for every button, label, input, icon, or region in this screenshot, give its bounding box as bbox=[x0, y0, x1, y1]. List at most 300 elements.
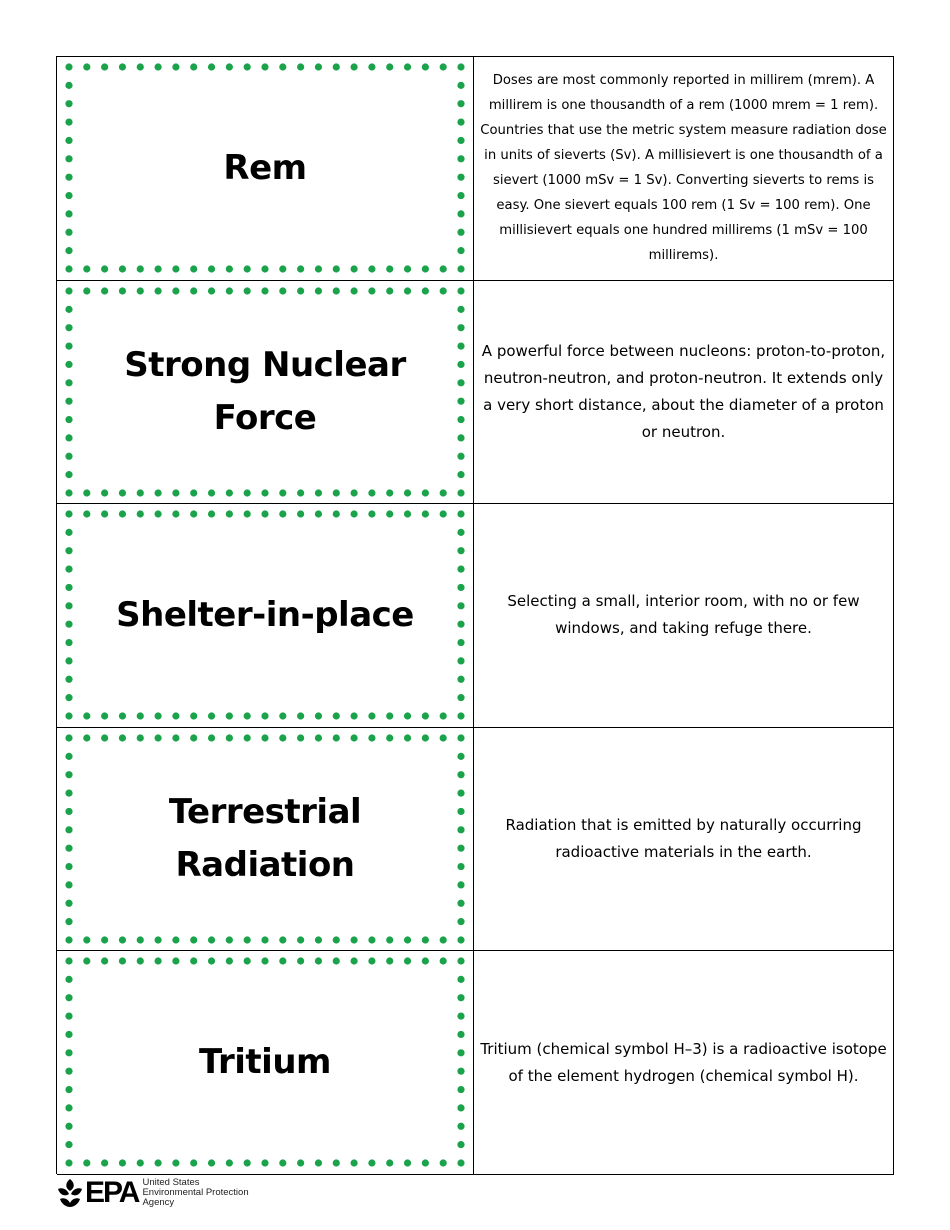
border-dot bbox=[226, 713, 233, 720]
border-dot bbox=[297, 63, 304, 70]
border-dot bbox=[350, 63, 357, 70]
border-dot bbox=[190, 958, 197, 965]
border-dot bbox=[350, 936, 357, 943]
term-title: Rem bbox=[223, 147, 307, 188]
border-dot bbox=[457, 826, 464, 833]
border-dot bbox=[350, 734, 357, 741]
border-dot bbox=[65, 995, 72, 1002]
border-dot bbox=[368, 734, 375, 741]
definition-text: Selecting a small, interior room, with no or few windows, and taking refuge there. bbox=[507, 592, 860, 638]
border-dot bbox=[404, 511, 411, 518]
border-dot bbox=[457, 881, 464, 888]
border-dot bbox=[83, 511, 90, 518]
border-dot bbox=[65, 826, 72, 833]
border-dot bbox=[65, 471, 72, 478]
border-dot bbox=[261, 1160, 268, 1167]
border-dot bbox=[440, 63, 447, 70]
border-dot bbox=[368, 936, 375, 943]
border-dot bbox=[154, 63, 161, 70]
border-dot bbox=[315, 511, 322, 518]
border-dot bbox=[368, 713, 375, 720]
border-dot bbox=[457, 379, 464, 386]
border-dot bbox=[457, 958, 464, 965]
border-dot bbox=[404, 958, 411, 965]
border-dot bbox=[386, 1160, 393, 1167]
border-dot bbox=[65, 1013, 72, 1020]
border-dot bbox=[386, 734, 393, 741]
border-dot bbox=[457, 452, 464, 459]
border-dot bbox=[172, 1160, 179, 1167]
border-dot bbox=[65, 1105, 72, 1112]
border-dot bbox=[119, 734, 126, 741]
border-dot bbox=[457, 360, 464, 367]
border-dot bbox=[440, 287, 447, 294]
border-dot bbox=[65, 808, 72, 815]
border-dot bbox=[137, 63, 144, 70]
border-dot bbox=[457, 118, 464, 125]
border-dot bbox=[101, 936, 108, 943]
border-dot bbox=[119, 713, 126, 720]
border-dot bbox=[172, 936, 179, 943]
border-dot bbox=[404, 734, 411, 741]
border-dot bbox=[457, 397, 464, 404]
border-dot bbox=[297, 958, 304, 965]
term-cell bbox=[57, 504, 474, 727]
border-dot bbox=[457, 789, 464, 796]
border-dot bbox=[101, 1160, 108, 1167]
border-dot bbox=[368, 63, 375, 70]
border-dot bbox=[368, 265, 375, 272]
border-dot bbox=[279, 489, 286, 496]
border-dot bbox=[404, 1160, 411, 1167]
border-dot bbox=[457, 734, 464, 741]
flashcard-sheet bbox=[56, 56, 894, 1174]
flashcard-row bbox=[57, 728, 894, 952]
border-dot bbox=[208, 63, 215, 70]
border-dot bbox=[65, 137, 72, 144]
border-dot bbox=[226, 958, 233, 965]
epa-wordmark: EPA bbox=[85, 1176, 139, 1209]
border-dot bbox=[333, 511, 340, 518]
border-dot bbox=[65, 976, 72, 983]
border-dot bbox=[65, 771, 72, 778]
border-dot bbox=[404, 287, 411, 294]
border-dot bbox=[297, 265, 304, 272]
border-dot bbox=[119, 511, 126, 518]
border-dot bbox=[457, 529, 464, 536]
border-dot bbox=[404, 265, 411, 272]
border-dot bbox=[422, 511, 429, 518]
border-dot bbox=[457, 1123, 464, 1130]
border-dot bbox=[457, 324, 464, 331]
border-dot bbox=[226, 489, 233, 496]
border-dot bbox=[315, 1160, 322, 1167]
border-dot bbox=[83, 63, 90, 70]
border-dot bbox=[65, 844, 72, 851]
border-dot bbox=[422, 936, 429, 943]
border-dot bbox=[350, 265, 357, 272]
border-dot bbox=[404, 713, 411, 720]
border-dot bbox=[333, 734, 340, 741]
border-dot bbox=[368, 1160, 375, 1167]
border-dot bbox=[208, 489, 215, 496]
border-dot bbox=[65, 489, 72, 496]
border-dot bbox=[154, 287, 161, 294]
border-dot bbox=[65, 265, 72, 272]
border-dot bbox=[119, 1160, 126, 1167]
border-dot bbox=[190, 287, 197, 294]
border-dot bbox=[457, 995, 464, 1002]
border-dot bbox=[457, 511, 464, 518]
border-dot bbox=[279, 713, 286, 720]
border-dot bbox=[315, 958, 322, 965]
border-dot bbox=[261, 63, 268, 70]
border-dot bbox=[137, 1160, 144, 1167]
border-dot bbox=[333, 287, 340, 294]
border-dot bbox=[65, 789, 72, 796]
border-dot bbox=[457, 192, 464, 199]
border-dot bbox=[83, 489, 90, 496]
border-dot bbox=[65, 305, 72, 312]
border-dot bbox=[65, 82, 72, 89]
border-dot bbox=[457, 489, 464, 496]
border-dot bbox=[261, 958, 268, 965]
border-dot bbox=[457, 229, 464, 236]
border-dot bbox=[297, 713, 304, 720]
flashcard-row bbox=[57, 951, 894, 1175]
border-dot bbox=[457, 584, 464, 591]
border-dot bbox=[65, 584, 72, 591]
border-dot bbox=[172, 713, 179, 720]
border-dot bbox=[279, 63, 286, 70]
border-dot bbox=[315, 734, 322, 741]
border-dot bbox=[101, 287, 108, 294]
border-dot bbox=[65, 416, 72, 423]
border-dot bbox=[65, 397, 72, 404]
border-dot bbox=[386, 936, 393, 943]
definition-text: A powerful force between nucleons: proton-to-proton, neutron-neutron, and proton-neutron. It extends only a very short distance, about the diameter of a proton or neutron. bbox=[481, 341, 886, 441]
border-dot bbox=[297, 1160, 304, 1167]
border-dot bbox=[457, 976, 464, 983]
border-dot bbox=[279, 1160, 286, 1167]
border-dot bbox=[279, 734, 286, 741]
border-dot bbox=[119, 63, 126, 70]
border-dot bbox=[137, 958, 144, 965]
border-dot bbox=[208, 287, 215, 294]
border-dot bbox=[137, 734, 144, 741]
border-dot bbox=[333, 265, 340, 272]
border-dot bbox=[279, 936, 286, 943]
border-dot bbox=[350, 511, 357, 518]
border-dot bbox=[350, 489, 357, 496]
border-dot bbox=[261, 287, 268, 294]
border-dot bbox=[333, 936, 340, 943]
border-dot bbox=[65, 210, 72, 217]
border-dot bbox=[65, 247, 72, 254]
border-dot bbox=[190, 734, 197, 741]
border-dot bbox=[261, 713, 268, 720]
border-dot bbox=[119, 287, 126, 294]
border-dot bbox=[440, 713, 447, 720]
border-dot bbox=[457, 753, 464, 760]
border-dot bbox=[101, 734, 108, 741]
border-dot bbox=[101, 63, 108, 70]
border-dot bbox=[190, 1160, 197, 1167]
border-dot bbox=[440, 1160, 447, 1167]
border-dot bbox=[65, 918, 72, 925]
border-dot bbox=[457, 210, 464, 217]
border-dot bbox=[154, 511, 161, 518]
definition-cell bbox=[474, 57, 894, 280]
border-dot bbox=[457, 1068, 464, 1075]
border-dot bbox=[83, 713, 90, 720]
border-dot bbox=[261, 489, 268, 496]
border-dot bbox=[65, 229, 72, 236]
border-dot bbox=[457, 694, 464, 701]
border-dot bbox=[350, 713, 357, 720]
flashcard-row bbox=[57, 281, 894, 505]
border-dot bbox=[440, 489, 447, 496]
border-dot bbox=[65, 639, 72, 646]
border-dot bbox=[172, 265, 179, 272]
border-dot bbox=[172, 958, 179, 965]
border-dot bbox=[457, 416, 464, 423]
border-dot bbox=[297, 511, 304, 518]
border-dot bbox=[386, 511, 393, 518]
border-dot bbox=[65, 1160, 72, 1167]
term-cell bbox=[57, 728, 474, 951]
border-dot bbox=[315, 713, 322, 720]
border-dot bbox=[244, 287, 251, 294]
border-dot bbox=[208, 265, 215, 272]
border-dot bbox=[457, 137, 464, 144]
border-dot bbox=[457, 1160, 464, 1167]
border-dot bbox=[457, 1086, 464, 1093]
border-dot bbox=[65, 547, 72, 554]
border-dot bbox=[422, 63, 429, 70]
border-dot bbox=[297, 287, 304, 294]
border-dot bbox=[368, 958, 375, 965]
border-dot bbox=[386, 489, 393, 496]
border-dot bbox=[457, 713, 464, 720]
border-dot bbox=[244, 1160, 251, 1167]
border-dot bbox=[65, 511, 72, 518]
border-dot bbox=[457, 657, 464, 664]
border-dot bbox=[457, 936, 464, 943]
epa-flower-icon bbox=[56, 1177, 84, 1209]
border-dot bbox=[422, 489, 429, 496]
border-dot bbox=[457, 863, 464, 870]
border-dot bbox=[457, 471, 464, 478]
border-dot bbox=[457, 82, 464, 89]
border-dot bbox=[208, 713, 215, 720]
definition-text: Tritium (chemical symbol H–3) is a radioactive isotope of the element hydrogen (chemical symbol H). bbox=[480, 1039, 887, 1085]
border-dot bbox=[404, 936, 411, 943]
border-dot bbox=[101, 713, 108, 720]
border-dot bbox=[422, 958, 429, 965]
border-dot bbox=[172, 734, 179, 741]
border-dot bbox=[226, 287, 233, 294]
border-dot bbox=[65, 621, 72, 628]
border-dot bbox=[65, 1141, 72, 1148]
border-dot bbox=[65, 1086, 72, 1093]
border-dot bbox=[208, 936, 215, 943]
border-dot bbox=[226, 265, 233, 272]
definition-text: Doses are most commonly reported in millirem (mrem). A millirem is one thousandth of a rem (1000 mrem = 1 rem). Countries that use the metric system measure radiation dose in units of sieverts (Sv). A millisievert is one thousandth of a sievert (1000 mSv = 1 Sv). Converting sieverts to rems is easy. One sievert equals 100 rem (1 Sv = 100 rem). One millisievert equals one hundred millirems (1 mSv = 100 millirems). bbox=[480, 73, 887, 264]
border-dot bbox=[119, 958, 126, 965]
border-dot bbox=[190, 936, 197, 943]
border-dot bbox=[386, 713, 393, 720]
border-dot bbox=[154, 734, 161, 741]
border-dot bbox=[65, 753, 72, 760]
border-dot bbox=[333, 489, 340, 496]
border-dot bbox=[65, 529, 72, 536]
border-dot bbox=[244, 63, 251, 70]
border-dot bbox=[457, 155, 464, 162]
border-dot bbox=[101, 265, 108, 272]
border-dot bbox=[244, 713, 251, 720]
epa-logo bbox=[56, 1176, 249, 1210]
border-dot bbox=[350, 958, 357, 965]
border-dot bbox=[315, 287, 322, 294]
border-dot bbox=[386, 63, 393, 70]
border-dot bbox=[457, 287, 464, 294]
border-dot bbox=[457, 247, 464, 254]
border-dot bbox=[226, 511, 233, 518]
border-dot bbox=[333, 958, 340, 965]
border-dot bbox=[422, 265, 429, 272]
border-dot bbox=[137, 511, 144, 518]
border-dot bbox=[457, 844, 464, 851]
border-dot bbox=[190, 511, 197, 518]
border-dot bbox=[65, 360, 72, 367]
border-dot bbox=[226, 1160, 233, 1167]
border-dot bbox=[244, 734, 251, 741]
agency-name: United States Environmental Protection Agency bbox=[142, 1177, 249, 1208]
border-dot bbox=[208, 734, 215, 741]
border-dot bbox=[244, 489, 251, 496]
border-dot bbox=[83, 958, 90, 965]
border-dot bbox=[65, 958, 72, 965]
border-dot bbox=[457, 621, 464, 628]
border-dot bbox=[350, 287, 357, 294]
border-dot bbox=[279, 287, 286, 294]
border-dot bbox=[386, 958, 393, 965]
border-dot bbox=[244, 511, 251, 518]
border-dot bbox=[244, 958, 251, 965]
border-dot bbox=[315, 489, 322, 496]
border-dot bbox=[457, 265, 464, 272]
definition-cell bbox=[474, 728, 894, 951]
border-dot bbox=[65, 452, 72, 459]
border-dot bbox=[457, 1031, 464, 1038]
border-dot bbox=[422, 734, 429, 741]
border-dot bbox=[261, 936, 268, 943]
border-dot bbox=[172, 489, 179, 496]
border-dot bbox=[154, 265, 161, 272]
border-dot bbox=[457, 174, 464, 181]
border-dot bbox=[457, 1105, 464, 1112]
border-dot bbox=[65, 174, 72, 181]
border-dot bbox=[83, 734, 90, 741]
border-dot bbox=[65, 657, 72, 664]
border-dot bbox=[457, 1050, 464, 1057]
border-dot bbox=[137, 489, 144, 496]
border-dot bbox=[154, 489, 161, 496]
border-dot bbox=[440, 265, 447, 272]
term-title: Shelter-in-place bbox=[116, 595, 414, 636]
border-dot bbox=[137, 265, 144, 272]
border-dot bbox=[83, 1160, 90, 1167]
border-dot bbox=[154, 936, 161, 943]
border-dot bbox=[457, 566, 464, 573]
border-dot bbox=[422, 1160, 429, 1167]
border-dot bbox=[65, 342, 72, 349]
border-dot bbox=[333, 63, 340, 70]
border-dot bbox=[137, 936, 144, 943]
border-dot bbox=[65, 118, 72, 125]
border-dot bbox=[261, 511, 268, 518]
border-dot bbox=[65, 734, 72, 741]
border-dot bbox=[65, 287, 72, 294]
border-dot bbox=[315, 63, 322, 70]
border-dot bbox=[368, 489, 375, 496]
border-dot bbox=[457, 1141, 464, 1148]
border-dot bbox=[315, 936, 322, 943]
border-dot bbox=[172, 511, 179, 518]
border-dot bbox=[83, 265, 90, 272]
border-dot bbox=[65, 324, 72, 331]
border-dot bbox=[457, 100, 464, 107]
border-dot bbox=[172, 63, 179, 70]
border-dot bbox=[65, 1031, 72, 1038]
border-dot bbox=[440, 936, 447, 943]
term-title: Tritium bbox=[199, 1042, 331, 1083]
border-dot bbox=[65, 100, 72, 107]
border-dot bbox=[190, 489, 197, 496]
border-dot bbox=[65, 694, 72, 701]
border-dot bbox=[404, 63, 411, 70]
border-dot bbox=[457, 771, 464, 778]
border-dot bbox=[65, 676, 72, 683]
definition-cell bbox=[474, 281, 894, 504]
border-dot bbox=[65, 1068, 72, 1075]
border-dot bbox=[226, 63, 233, 70]
border-dot bbox=[226, 734, 233, 741]
border-dot bbox=[65, 863, 72, 870]
border-dot bbox=[457, 899, 464, 906]
border-dot bbox=[333, 713, 340, 720]
border-dot bbox=[440, 734, 447, 741]
border-dot bbox=[65, 713, 72, 720]
border-dot bbox=[154, 1160, 161, 1167]
term-title: Strong Nuclear Force bbox=[124, 345, 406, 438]
border-dot bbox=[440, 958, 447, 965]
border-dot bbox=[65, 602, 72, 609]
border-dot bbox=[65, 1050, 72, 1057]
border-dot bbox=[190, 265, 197, 272]
border-dot bbox=[297, 936, 304, 943]
border-dot bbox=[190, 713, 197, 720]
border-dot bbox=[386, 287, 393, 294]
border-dot bbox=[350, 1160, 357, 1167]
border-dot bbox=[208, 511, 215, 518]
border-dot bbox=[244, 265, 251, 272]
border-dot bbox=[226, 936, 233, 943]
border-dot bbox=[422, 287, 429, 294]
border-dot bbox=[208, 1160, 215, 1167]
term-cell bbox=[57, 281, 474, 504]
